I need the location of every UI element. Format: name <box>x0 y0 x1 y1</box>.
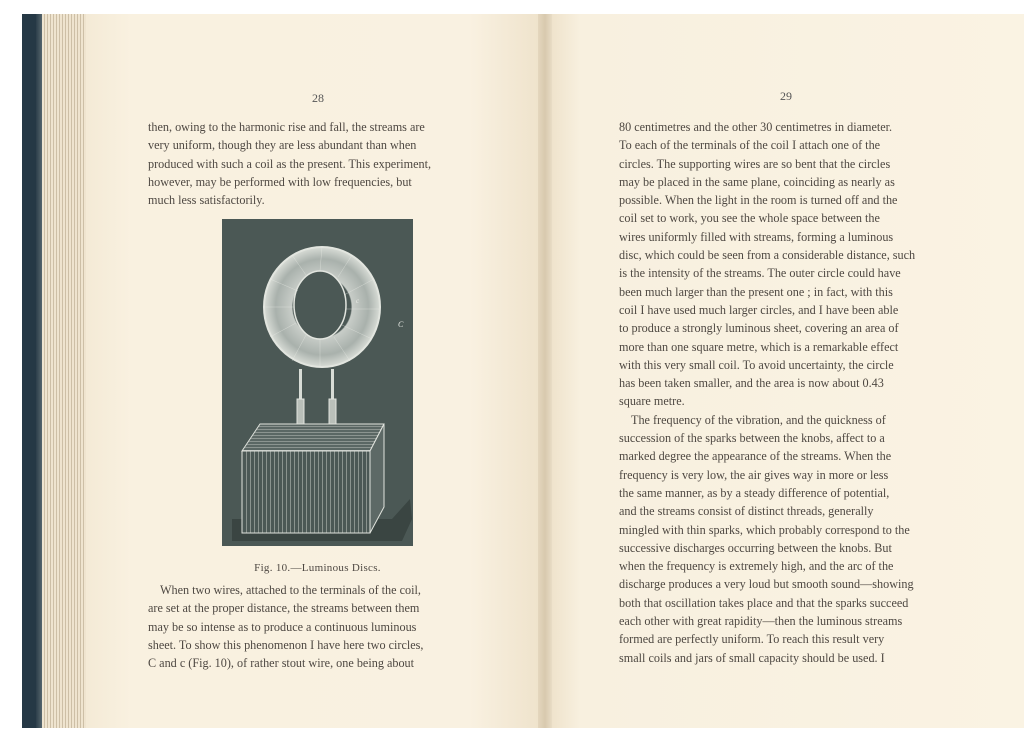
figure-label-inner: c <box>356 297 360 305</box>
text-line: are set at the proper distance, the streams between them <box>148 601 420 616</box>
text-line: disc, which could be seen from a considerable distance, such <box>619 248 916 263</box>
text-line: both that oscillation takes place and that the sparks succeed <box>619 595 909 610</box>
text-line: marked degree the appearance of the streams. When the <box>619 449 892 464</box>
page-edges <box>42 14 86 728</box>
inner-circle <box>294 271 346 339</box>
text-line: has been taken smaller, and the area is now about 0.43 <box>619 376 884 391</box>
figure-illustration <box>222 219 413 546</box>
coil-box-front <box>242 451 370 533</box>
text-line: square metre. <box>619 394 685 409</box>
text-line: discharge produces a very loud but smooth sound—showing <box>619 577 914 592</box>
text-line: coil set to work, you see the whole space between the <box>619 211 880 226</box>
text-line: mingled with thin sparks, which probably correspond to the <box>619 522 910 537</box>
text-line: been much larger than the present one ; in fact, with this <box>619 284 893 299</box>
text-line: with this very small coil. To avoid uncertainty, the circle <box>619 357 894 372</box>
text-line: each other with great rapidity—then the luminous streams <box>619 614 903 629</box>
left-bottom-paragraph <box>148 581 551 672</box>
text-line: succession of the sparks between the knobs, affect to a <box>619 431 885 446</box>
text-line: may be so intense as to produce a continuous luminous <box>148 619 417 634</box>
text-line: sheet. To show this phenomenon I have here two circles, <box>148 637 424 652</box>
text-line: circles. The supporting wires are so bent that the circles <box>619 156 891 171</box>
text-line: frequency is very low, the air gives way in more or less <box>619 467 889 482</box>
right-page <box>552 14 1024 728</box>
book-gutter <box>538 14 552 728</box>
figure-luminous-discs <box>222 219 413 546</box>
text-line: to produce a strongly luminous sheet, covering an area of <box>619 321 899 336</box>
left-top-paragraph <box>148 118 551 209</box>
text-line: successive discharges occurring between the knobs. But <box>619 540 892 555</box>
text-line: the same manner, as by a steady difference of potential, <box>619 485 890 500</box>
coil-box-top <box>242 424 384 451</box>
page-number-right: 29 <box>780 89 792 103</box>
text-line: small coils and jars of small capacity should be used. I <box>619 650 885 665</box>
text-line: more than one square metre, which is a remarkable effect <box>619 339 899 354</box>
text-line: formed are perfectly uniform. To reach this result very <box>619 632 885 647</box>
text-line: coil I have used much larger circles, and I have been able <box>619 302 899 317</box>
book-cover-edge <box>22 14 36 728</box>
text-line: then, owing to the harmonic rise and fall, the streams are <box>148 120 425 134</box>
text-line: however, may be performed with low frequencies, but <box>148 174 412 189</box>
text-line: possible. When the light in the room is turned off and the <box>619 193 898 208</box>
text-line: The frequency of the vibration, and the quickness of <box>631 412 886 427</box>
text-line: wires uniformly filled with streams, forming a luminous <box>619 229 894 244</box>
right-page-text <box>619 118 1011 667</box>
text-line: much less satisfactorily. <box>148 193 265 208</box>
text-line: may be placed in the same plane, coinciding as nearly as <box>619 174 895 189</box>
figure-label-outer: C <box>398 320 404 329</box>
text-line: When two wires, attached to the terminals of the coil, <box>160 583 421 597</box>
text-line: and the streams consist of distinct threads, generally <box>619 504 874 519</box>
text-line: produced with such a coil as the present. This experiment, <box>148 156 432 171</box>
page-number-left: 28 <box>312 91 324 105</box>
text-line: 80 centimetres and the other 30 centimetres in diameter. <box>619 120 893 134</box>
text-line: is the intensity of the streams. The outer circle could have <box>619 266 901 281</box>
text-line: very uniform, though they are less abundant than when <box>148 138 417 153</box>
figure-caption: Fig. 10.—Luminous Discs. <box>254 562 381 574</box>
text-line: C and c (Fig. 10), of rather stout wire, one being about <box>148 656 415 671</box>
text-line: To each of the terminals of the coil I attach one of the <box>619 138 881 153</box>
text-line: when the frequency is extremely high, and the arc of the <box>619 559 894 574</box>
